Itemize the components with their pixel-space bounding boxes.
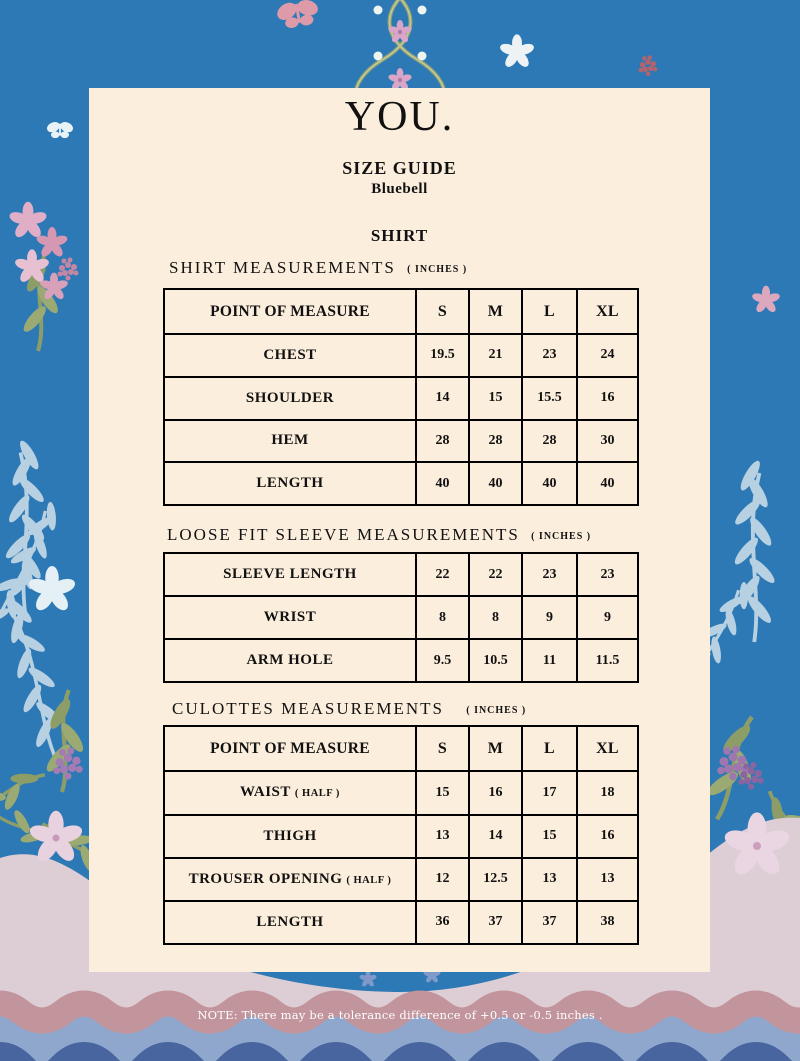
cell-value: 28 <box>522 420 577 463</box>
cell-value: 22 <box>416 553 469 596</box>
cell-value: 9.5 <box>416 639 469 682</box>
page-title: SIZE GUIDE <box>342 158 457 178</box>
cell-value: 28 <box>416 420 469 463</box>
section-heading-shirt <box>169 258 467 278</box>
cell-value: 12.5 <box>469 858 522 901</box>
cell-value: 16 <box>577 815 638 858</box>
table-row <box>164 901 638 944</box>
cell-value: 19.5 <box>416 334 469 377</box>
column-header: XL <box>577 726 638 771</box>
cell-value: 10.5 <box>469 639 522 682</box>
cell-value: 11.5 <box>577 639 638 682</box>
unit-label: ( INCHES ) <box>407 264 468 275</box>
section-heading-sleeve <box>167 525 591 545</box>
table-header-row <box>164 726 638 771</box>
cell-value: 40 <box>469 462 522 505</box>
table-row <box>164 858 638 901</box>
column-header: S <box>416 726 469 771</box>
cell-value: 23 <box>522 553 577 596</box>
cell-value: 9 <box>577 596 638 639</box>
cell-value: 18 <box>577 771 638 814</box>
cell-value: 13 <box>416 815 469 858</box>
cell-value: 11 <box>522 639 577 682</box>
cell-value: 38 <box>577 901 638 944</box>
cell-value: 28 <box>469 420 522 463</box>
cell-value: 15.5 <box>522 377 577 420</box>
table-row <box>164 462 638 505</box>
row-label: SHOULDER <box>245 389 335 406</box>
product-colorway: Bluebell <box>371 181 428 197</box>
cell-value: 15 <box>416 771 469 814</box>
cell-value: 37 <box>469 901 522 944</box>
cell-value: 23 <box>522 334 577 377</box>
row-label: TROUSER OPENING <box>188 870 343 887</box>
table-row <box>164 639 638 682</box>
cell-value: 17 <box>522 771 577 814</box>
row-label-suffix: ( HALF ) <box>294 788 340 800</box>
unit-label: ( INCHES ) <box>531 531 592 542</box>
cell-value: 9 <box>522 596 577 639</box>
row-label: WAIST <box>240 784 291 801</box>
cell-value: 8 <box>469 596 522 639</box>
cell-value: 40 <box>577 462 638 505</box>
table-row <box>164 377 638 420</box>
cell-value: 21 <box>469 334 522 377</box>
cell-value: 30 <box>577 420 638 463</box>
row-label: LENGTH <box>256 475 324 492</box>
tolerance-note: NOTE: There may be a tolerance difference of +0.5 or -0.5 inches . <box>197 1008 603 1022</box>
cell-value: 23 <box>577 553 638 596</box>
section-heading-culottes <box>172 699 526 719</box>
unit-label: ( INCHES ) <box>466 705 527 716</box>
column-header: M <box>469 289 522 334</box>
size-guide-card <box>89 88 710 972</box>
cell-value: 36 <box>416 901 469 944</box>
cell-value: 15 <box>469 377 522 420</box>
culottes-measurements-table <box>163 725 639 945</box>
column-header: M <box>469 726 522 771</box>
section-heading-text: CULOTTES MEASUREMENTS <box>172 699 444 718</box>
product-name: SHIRT <box>370 226 429 245</box>
cell-value: 15 <box>522 815 577 858</box>
cell-value: 22 <box>469 553 522 596</box>
row-label: LENGTH <box>256 913 324 930</box>
brand-logo: YOU. <box>344 94 455 140</box>
cell-value: 16 <box>577 377 638 420</box>
row-label: THIGH <box>263 827 317 844</box>
cell-value: 24 <box>577 334 638 377</box>
table-row <box>164 596 638 639</box>
table-row <box>164 815 638 858</box>
table-row <box>164 553 638 596</box>
cell-value: 37 <box>522 901 577 944</box>
row-label: ARM HOLE <box>246 652 334 668</box>
column-header: POINT OF MEASURE <box>164 289 416 334</box>
cell-value: 8 <box>416 596 469 639</box>
cell-value: 13 <box>577 858 638 901</box>
row-label: CHEST <box>263 346 317 363</box>
table-row <box>164 334 638 377</box>
row-label: HEM <box>271 432 309 449</box>
cell-value: 40 <box>416 462 469 505</box>
table-row <box>164 771 638 814</box>
cell-value: 14 <box>416 377 469 420</box>
section-heading-text: SHIRT MEASUREMENTS <box>169 258 396 277</box>
row-label: WRIST <box>263 609 317 625</box>
column-header: L <box>522 726 577 771</box>
sleeve-measurements-table <box>163 552 639 683</box>
cell-value: 12 <box>416 858 469 901</box>
table-header-row <box>164 289 638 334</box>
section-heading-text: LOOSE FIT SLEEVE MEASUREMENTS <box>167 525 520 544</box>
column-header: S <box>416 289 469 334</box>
cell-value: 16 <box>469 771 522 814</box>
table-row <box>164 420 638 463</box>
row-label-suffix: ( HALF ) <box>346 874 392 886</box>
shirt-measurements-table <box>163 288 639 506</box>
column-header: POINT OF MEASURE <box>164 726 416 771</box>
cell-value: 13 <box>522 858 577 901</box>
cell-value: 40 <box>522 462 577 505</box>
row-label: SLEEVE LENGTH <box>223 566 357 582</box>
column-header: L <box>522 289 577 334</box>
cell-value: 14 <box>469 815 522 858</box>
column-header: XL <box>577 289 638 334</box>
